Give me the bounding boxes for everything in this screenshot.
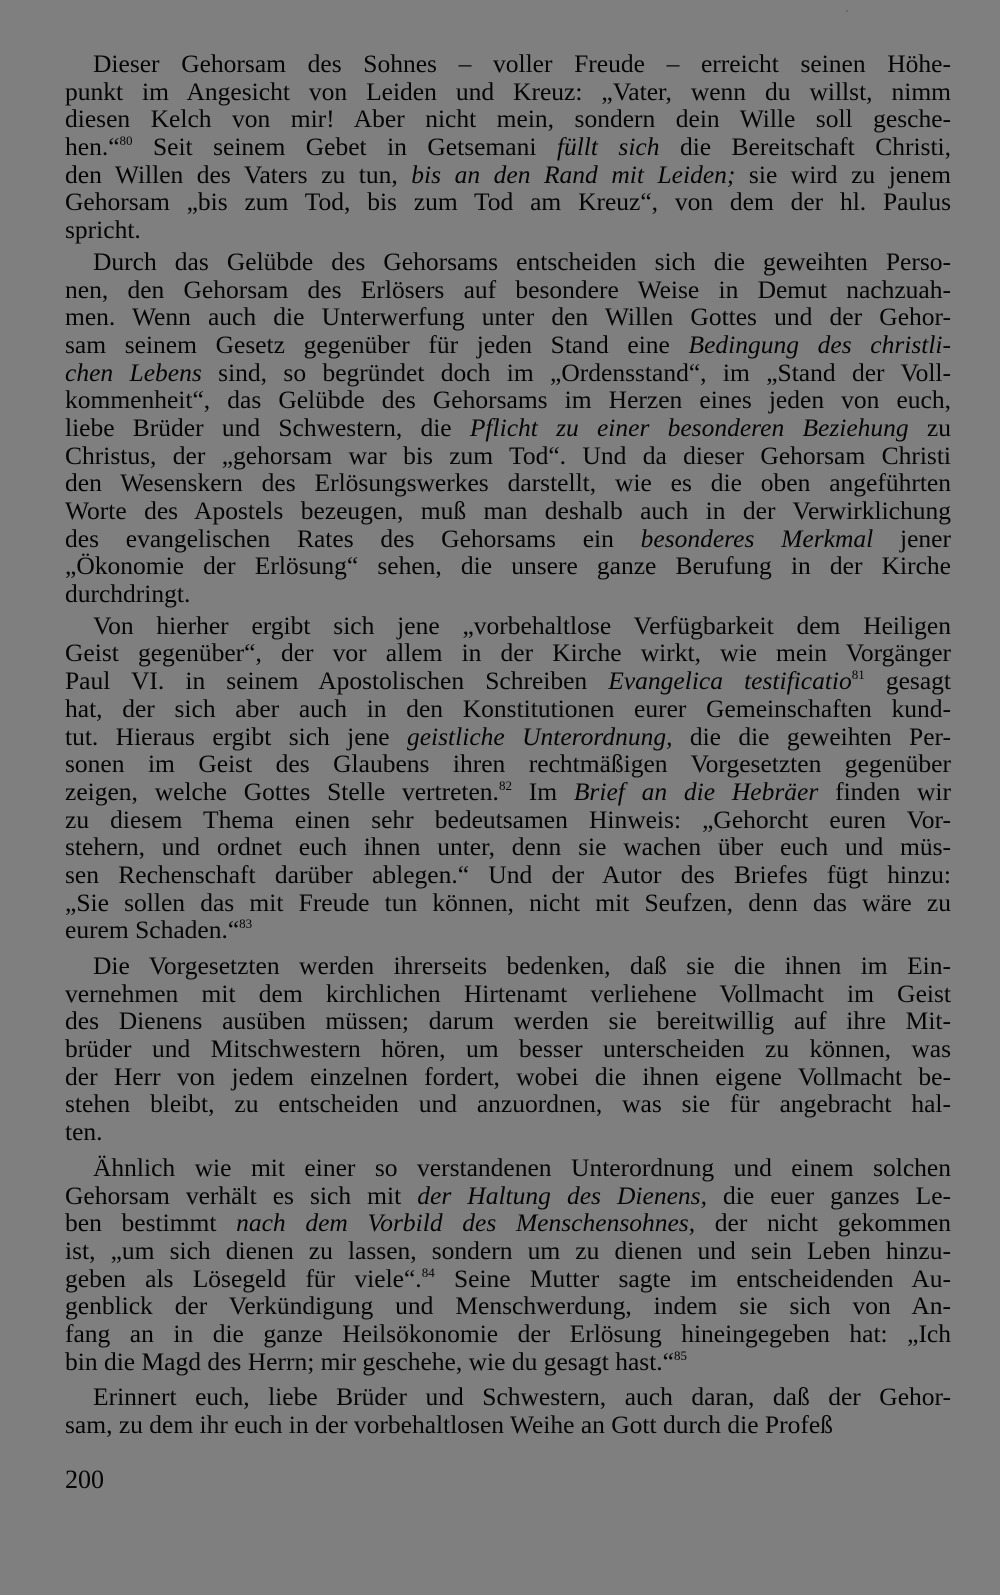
text-line bbox=[65, 1118, 951, 1146]
text-line bbox=[65, 105, 951, 133]
italic-run: nach dem Vorbild des Menschensohnes, bbox=[236, 1208, 696, 1238]
text-line bbox=[65, 276, 951, 304]
page-body bbox=[65, 50, 951, 1439]
text-run: jener bbox=[873, 523, 951, 553]
italic-run: geistliche Unterordnung, bbox=[406, 721, 673, 751]
text-line bbox=[65, 695, 951, 723]
text-run: Geist gegenüber“, der vor allem in der Kirche wirkt, wie mein Vorgänger bbox=[65, 638, 951, 668]
text-line bbox=[65, 303, 951, 331]
text-run: Worte des Apostels bezeugen, muß man deshalb auch in der Verwirklichung bbox=[65, 496, 951, 525]
italic-run: besonderes Merkmal bbox=[640, 523, 874, 553]
footnote-ref: 83 bbox=[239, 916, 253, 932]
text-line bbox=[65, 133, 951, 161]
text-run: Ähnlich wie mit einer so verstandenen Unterordnung und einem solchen bbox=[93, 1152, 951, 1182]
text-run: stehern, und ordnet euch ihnen unter, denn sie wachen über euch und müs- bbox=[65, 832, 951, 862]
text-run: Die Vorgesetzten werden ihrerseits bedenken, daß sie die ihnen im Ein- bbox=[93, 951, 951, 980]
text-line bbox=[65, 833, 951, 861]
text-run: sam, zu dem ihr euch in der vorbehaltlosen Weihe an Gott durch die Profeß bbox=[65, 1410, 833, 1439]
text-line bbox=[65, 216, 951, 244]
text-run: „Ökonomie der Erlösung“ sehen, die unsere ganze Berufung in der Kirche bbox=[65, 551, 951, 581]
text-run: die die geweihten Per- bbox=[672, 721, 951, 751]
text-run: Gehorsam verhält es sich mit bbox=[65, 1180, 418, 1210]
text-run: zeigen, welche Gottes Stelle vertreten. bbox=[65, 776, 499, 806]
text-run: nen, den Gehorsam des Erlösers auf besondere Weise in Demut nachzuah- bbox=[65, 274, 951, 304]
text-run: die euer ganzes Le- bbox=[706, 1180, 952, 1210]
text-run: zu diesem Thema einen sehr bedeutsamen Hinweis: „Gehorcht euren Vor- bbox=[65, 804, 951, 834]
text-line bbox=[65, 414, 951, 442]
text-line bbox=[65, 188, 951, 216]
text-run: liebe Brüder und Schwestern, die bbox=[65, 412, 470, 442]
text-run: bin die Magd des Herrn; mir geschehe, wie du gesagt hast.“ bbox=[65, 1346, 674, 1376]
text-run: „Sie sollen das mit Freude tun können, nicht mit Seufzen, denn das wäre zu bbox=[65, 887, 951, 917]
text-line bbox=[65, 1348, 951, 1376]
footnote-ref: 80 bbox=[119, 133, 133, 149]
text-run: sie wird zu jenem bbox=[735, 159, 952, 189]
text-line bbox=[65, 497, 951, 525]
text-line bbox=[65, 552, 951, 580]
text-run: finden wir bbox=[818, 776, 952, 806]
text-run: hen.“ bbox=[65, 132, 120, 162]
text-run: den Wesenskern des Erlösungswerkes darstellt, wie es die oben angeführten bbox=[65, 468, 951, 498]
text-run: des Dienens ausüben müssen; darum werden sie bereitwillig auf ihre Mit- bbox=[65, 1006, 951, 1036]
text-line bbox=[65, 1383, 951, 1411]
page-number: 200 bbox=[65, 1465, 104, 1494]
text-line bbox=[65, 889, 951, 917]
text-run: hat, der sich aber auch in den Konstitutionen eurer Gemeinschaften kund- bbox=[65, 693, 951, 723]
text-line bbox=[65, 1265, 951, 1293]
footnote-ref: 82 bbox=[498, 777, 512, 793]
italic-run: füllt sich bbox=[556, 132, 660, 162]
text-line bbox=[65, 50, 951, 78]
text-run: stehen bleibt, zu entscheiden und anzuordnen, was sie für angebracht hal- bbox=[65, 1089, 951, 1119]
text-run: geben als Lösegeld für viele“. bbox=[65, 1263, 422, 1293]
text-line bbox=[65, 1090, 951, 1118]
text-line bbox=[65, 1154, 951, 1182]
text-line bbox=[65, 1320, 951, 1348]
text-run: Erinnert euch, liebe Brüder und Schwestern, auch daran, daß der Gehor- bbox=[93, 1382, 951, 1412]
italic-run: der Haltung des Dienens, bbox=[417, 1180, 707, 1210]
text-run: sen Rechenschaft darüber ablegen.“ Und der Autor des Briefes fügt hinzu: bbox=[65, 859, 951, 889]
text-line bbox=[65, 1063, 951, 1091]
text-line bbox=[65, 861, 951, 889]
text-line bbox=[65, 161, 951, 189]
text-line bbox=[65, 469, 951, 497]
paragraph bbox=[65, 612, 951, 944]
text-run: des evangelischen Rates des Gehorsams ein bbox=[65, 523, 641, 553]
text-run: men. Wenn auch die Unterwerfung unter den Willen Gottes und der Gehor- bbox=[65, 302, 951, 332]
text-line bbox=[65, 1007, 951, 1035]
text-line bbox=[65, 1035, 951, 1063]
text-line bbox=[65, 1182, 951, 1210]
footnote-ref: 84 bbox=[421, 1264, 435, 1280]
text-run: zu bbox=[908, 412, 951, 442]
text-line bbox=[65, 1411, 951, 1439]
footnote-ref: 85 bbox=[674, 1347, 687, 1363]
paragraph bbox=[65, 1383, 951, 1438]
text-run: Seine Mutter sagte im entscheidenden Au- bbox=[434, 1263, 952, 1293]
text-run: sam seinem Gesetz gegenüber für jeden Stand eine bbox=[65, 329, 689, 359]
text-run: Durch das Gelübde des Gehorsams entscheiden sich die geweihten Perso- bbox=[93, 246, 951, 276]
text-line bbox=[65, 525, 951, 553]
italic-run: Bedingung des christli- bbox=[688, 329, 952, 359]
text-line bbox=[65, 806, 951, 834]
text-run: vernehmen mit dem kirchlichen Hirtenamt verliehene Vollmacht im Geist bbox=[65, 978, 951, 1008]
text-run: ten. bbox=[65, 1117, 103, 1147]
text-run: Dieser Gehorsam des Sohnes – voller Freude – erreicht seinen Höhe- bbox=[93, 49, 951, 78]
text-line bbox=[65, 1209, 951, 1237]
paragraph bbox=[65, 952, 951, 1146]
text-run: eurem Schaden.“ bbox=[65, 915, 240, 945]
text-run: ben bestimmt bbox=[65, 1208, 237, 1238]
text-run: die Bereitschaft Christi, bbox=[659, 132, 951, 162]
text-run: Seit seinem Gebet in Getsemani bbox=[132, 132, 557, 162]
text-line bbox=[65, 442, 951, 470]
text-line bbox=[65, 359, 951, 387]
text-line bbox=[65, 580, 951, 608]
text-run: den Willen des Vaters zu tun, bbox=[65, 159, 412, 189]
text-run: sind, so begründet doch im „Ordensstand“, im „Stand der Voll- bbox=[201, 357, 951, 387]
text-line bbox=[65, 1237, 951, 1265]
text-run: Gehorsam „bis zum Tod, bis zum Tod am Kreuz“, von dem der hl. Paulus bbox=[65, 187, 951, 217]
paragraph bbox=[65, 1154, 951, 1376]
text-run: diesen Kelch von mir! Aber nicht mein, sondern dein Wille soll gesche- bbox=[65, 104, 951, 134]
text-line bbox=[65, 331, 951, 359]
text-run: Christus, der „gehorsam war bis zum Tod“. Und da dieser Gehorsam Christi bbox=[65, 440, 951, 470]
paragraph bbox=[65, 248, 951, 608]
text-run: Paul VI. in seinem Apostolischen Schreiben bbox=[65, 666, 609, 696]
text-line bbox=[65, 667, 951, 695]
text-line bbox=[65, 1292, 951, 1320]
text-line bbox=[65, 750, 951, 778]
text-run: sonen im Geist des Glaubens ihren rechtmäßigen Vorgesetzten gegenüber bbox=[65, 749, 951, 779]
text-line bbox=[65, 386, 951, 414]
text-line bbox=[65, 78, 951, 106]
text-line bbox=[65, 980, 951, 1008]
text-run: tut. Hieraus ergibt sich jene bbox=[65, 721, 407, 751]
text-run: genblick der Verkündigung und Menschwerdung, indem sie sich von An- bbox=[65, 1291, 951, 1321]
italic-run: Brief an die Hebräer bbox=[573, 776, 819, 806]
text-line bbox=[65, 612, 951, 640]
text-run: punkt im Angesicht von Leiden und Kreuz: „Vater, wenn du willst, nimm bbox=[65, 76, 951, 106]
italic-run: bis an den Rand mit Leiden; bbox=[411, 159, 736, 189]
text-line bbox=[65, 778, 951, 806]
text-run: durchdringt. bbox=[65, 579, 191, 609]
text-run: kommenheit“, das Gelübde des Gehorsams im Herzen eines jeden von euch, bbox=[65, 385, 951, 415]
text-line bbox=[65, 916, 951, 944]
text-run: spricht. bbox=[65, 215, 141, 245]
text-run: ist, „um sich dienen zu lassen, sondern um zu dienen und sein Leben hinzu- bbox=[65, 1235, 951, 1265]
text-line bbox=[65, 639, 951, 667]
italic-run: chen Lebens bbox=[65, 357, 202, 387]
footnote-ref: 81 bbox=[851, 667, 865, 683]
paragraph bbox=[65, 50, 951, 244]
text-line bbox=[65, 723, 951, 751]
text-run: der Herr von jedem einzelnen fordert, wobei die ihnen eigene Vollmacht be- bbox=[65, 1061, 951, 1091]
text-run: Von hierher ergibt sich jene „vorbehaltlose Verfügbarkeit dem Heiligen bbox=[93, 610, 951, 640]
text-run: gesagt bbox=[864, 666, 951, 696]
scan-speck bbox=[846, 10, 848, 12]
text-line bbox=[65, 248, 951, 276]
italic-run: Pflicht zu einer besonderen Beziehung bbox=[469, 412, 909, 442]
text-run: fang an in die ganze Heilsökonomie der Erlösung hineingegeben hat: „Ich bbox=[65, 1318, 951, 1348]
text-run: brüder und Mitschwestern hören, um besser unterscheiden zu können, was bbox=[65, 1034, 951, 1064]
text-run: Im bbox=[511, 776, 574, 806]
text-line bbox=[65, 952, 951, 980]
text-run: der nicht gekommen bbox=[695, 1208, 951, 1238]
italic-run: Evangelica testificatio bbox=[608, 666, 852, 696]
